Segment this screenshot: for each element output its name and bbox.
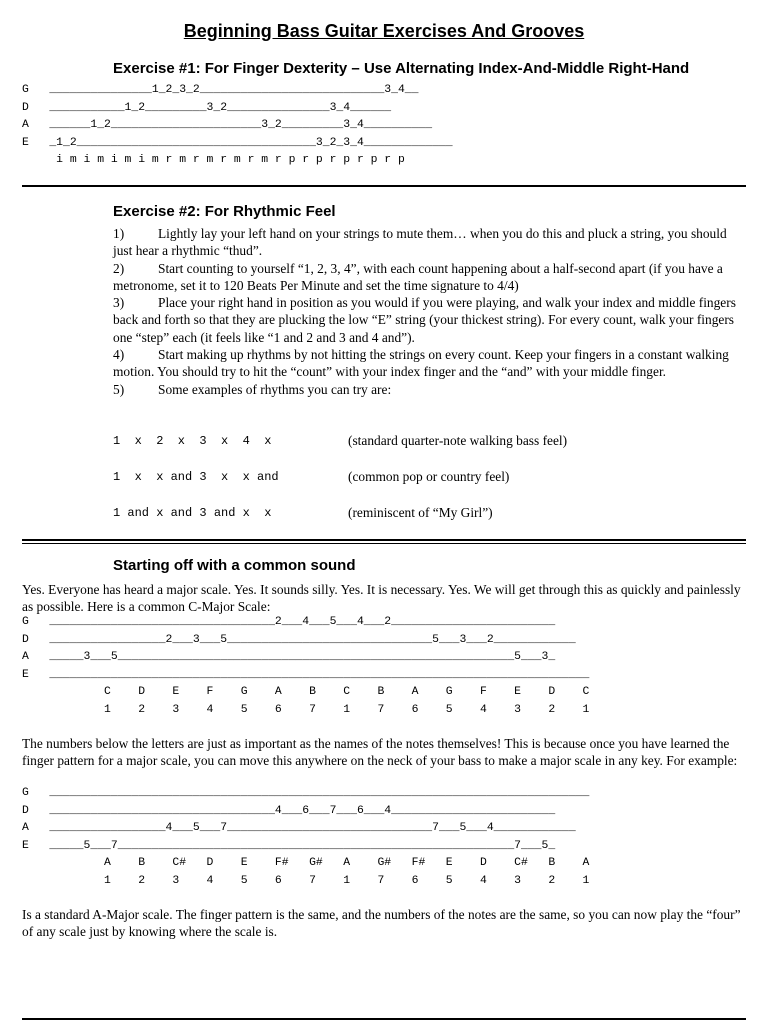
step-number: 2) [113, 260, 125, 276]
a-major-scale-tab: G _______________________________________________________________________________ D _________________________________4___6___7___6___4________________________ A _________________4___5___7______________________________7___5___4____________ E _____5___7__________________________________________________________7___5_ A B C# D E F# G# A G# F# E D C# B A 1 2 3 4 5 6 7 1 7 6 5 4 3 2 1 [22, 787, 590, 887]
section3-explanation: The numbers below the letters are just as important as the names of the notes themselves! This is because once you have learned the finger pattern for a major scale, you can move this anywhere on the neck of your bass to make a major scale in any key. For example: [22, 736, 738, 769]
step-text: Some examples of rhythms you can try are: [158, 381, 392, 397]
step-number: 3) [113, 295, 125, 311]
step-number: 5) [113, 381, 125, 397]
exercise1-tab: G _______________1_2_3_2___________________________3_4__ D ___________1_2_________3_2_______________3_4______ A ______1_2______________________3_2_________3_4__________ E _1_2___________________________________3_2_3_4_____________ i m i m i m i m r m r m r m r m r p r p r p r p r p [22, 84, 453, 166]
step-item [113, 294, 738, 346]
step-item [113, 346, 738, 381]
rhythm-beats: 1 x 2 x 3 x 4 x [113, 434, 272, 448]
section3-heading: Starting off with a common sound [113, 557, 356, 574]
section-divider [22, 185, 746, 187]
step-text: Place your right hand in position as you would if you were playing, and walk your index and middle fingers back and forth so that they are plucking the low “E” string (your thickest string). For every count, walk your fingers one “step” each (it feels like “1 and 2 and 3 and 4 and”). [113, 295, 736, 345]
rhythm-description: (reminiscent of “My Girl”) [348, 505, 493, 520]
rhythm-description: (common pop or country feel) [348, 469, 510, 484]
section-divider [22, 1018, 746, 1020]
exercise1-heading: Exercise #1: For Finger Dexterity – Use Alternating Index-And-Middle Right-Hand [113, 60, 690, 77]
step-number: 4) [113, 347, 125, 363]
step-item [113, 225, 738, 260]
step-number: 1) [113, 226, 125, 241]
section3-intro: Yes. Everyone has heard a major scale. Yes. It sounds silly. Yes. It is necessary. Yes. We will get through this as quickly and painlessly as possible. Here is a common C-Major Scale: [22, 582, 741, 615]
section-divider [22, 543, 746, 544]
section-divider [22, 539, 746, 541]
step-text: Lightly lay your left hand on your strings to mute them… when you do this and pluck a string, you should just hear a rhythmic “thud”. [113, 226, 727, 259]
step-text: Start counting to yourself “1, 2, 3, 4”, with each count happening about a half-second apart (if you have a metronome, set it to 120 Beats Per Minute and set the time signature to 4/4) [113, 260, 723, 293]
exercise2-steps [113, 225, 738, 398]
section3-closing: Is a standard A-Major scale. The finger pattern is the same, and the numbers of the notes are the same, so you can now play the “four” of any scale just by knowing where the scale is. [22, 907, 741, 940]
step-text: Start making up rhythms by not hitting the strings on every count. Keep your fingers in a constant walking motion. You should try to hit the “count” with your index finger and the “and” with your middle finger. [113, 347, 729, 380]
exercise2-heading: Exercise #2: For Rhythmic Feel [113, 203, 336, 220]
rhythm-beats: 1 x x and 3 x x and [113, 470, 279, 484]
step-item [113, 381, 738, 398]
page-title: Beginning Bass Guitar Exercises And Grooves [183, 21, 585, 41]
rhythm-description: (standard quarter-note walking bass feel) [348, 433, 568, 448]
rhythm-beats: 1 and x and 3 and x x [113, 506, 272, 520]
c-major-scale-tab: G _________________________________2___4___5___4___2________________________ D _________________2___3___5______________________________5___3___2____________ A _____3___5__________________________________________________________5___3_ E _______________________________________________________________________________ C D E F G A B C B A G F E D C 1 2 3 4 5 6 7 1 7 6 5 4 3 2 1 [22, 616, 590, 716]
step-item [113, 260, 738, 295]
